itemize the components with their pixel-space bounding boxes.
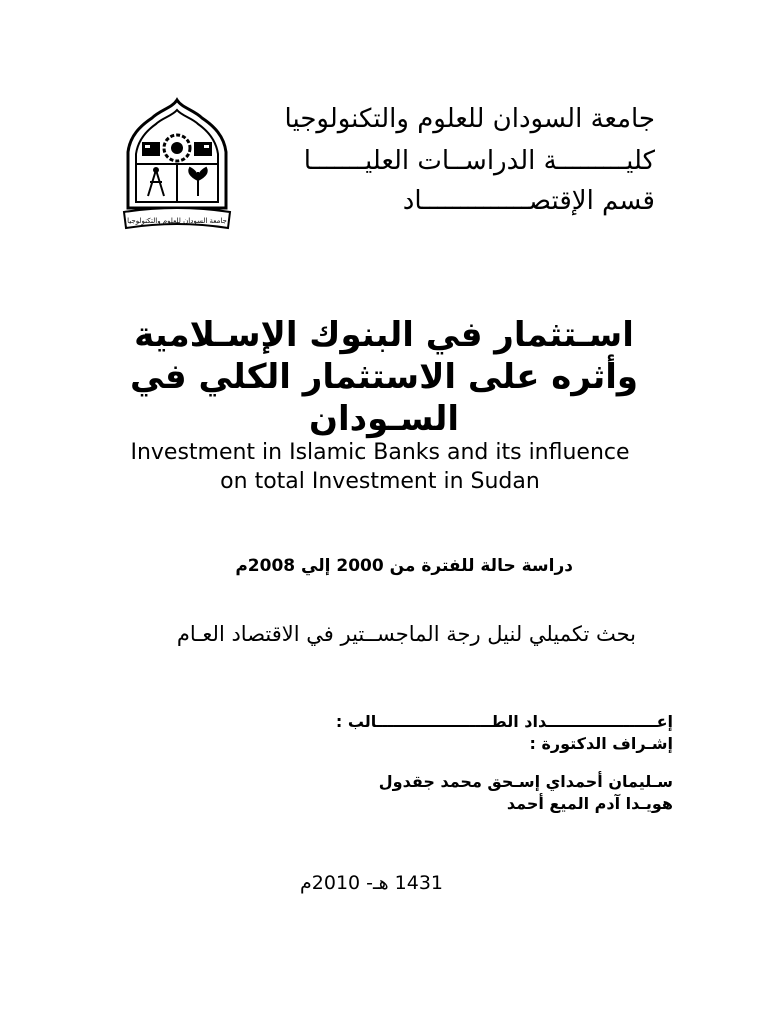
college-name: كليـــــــــة الدراســات العليـــــــا <box>303 146 655 176</box>
study-period: دراسة حالة للفترة من 2000 إلي 2008م <box>235 556 573 576</box>
university-name: جامعة السودان للعلوم والتكنولوجيا <box>284 104 655 134</box>
degree-statement: بحث تكميلي لنيل رجة الماجســتير في الاقتصاد العـام <box>176 622 636 646</box>
prepared-by-label: إعــــــــــــــــــــداد الطـــــــــــــــــــــالب : <box>335 712 673 731</box>
student-name: سـليمان أحمداي إسـحق محمد جقدول <box>378 772 673 791</box>
supervisor-label: إشـراف الدكتورة : <box>529 734 673 753</box>
title-line-2: وأثره على الاستثمار الكلي في <box>129 357 639 397</box>
svg-text:جامعة السودان للعلوم والتكنولو: جامعة السودان للعلوم والتكنولوجيا <box>127 217 227 225</box>
university-logo <box>122 96 232 236</box>
thesis-title-english: Investment in Islamic Banks and its influence on total Investment in Sudan <box>130 440 630 494</box>
date-line: 1431 هـ- 2010م <box>300 872 444 894</box>
department-name: قسم الإقتصــــــــــــــاد <box>402 186 655 216</box>
supervisor-name: هويـدا آدم الميع أحمد <box>506 794 673 813</box>
thesis-title-arabic <box>100 314 668 440</box>
title-line-3: السـودان <box>308 399 460 439</box>
title-line-1: اسـتثمار في البنوك الإسـلامية <box>134 315 634 355</box>
